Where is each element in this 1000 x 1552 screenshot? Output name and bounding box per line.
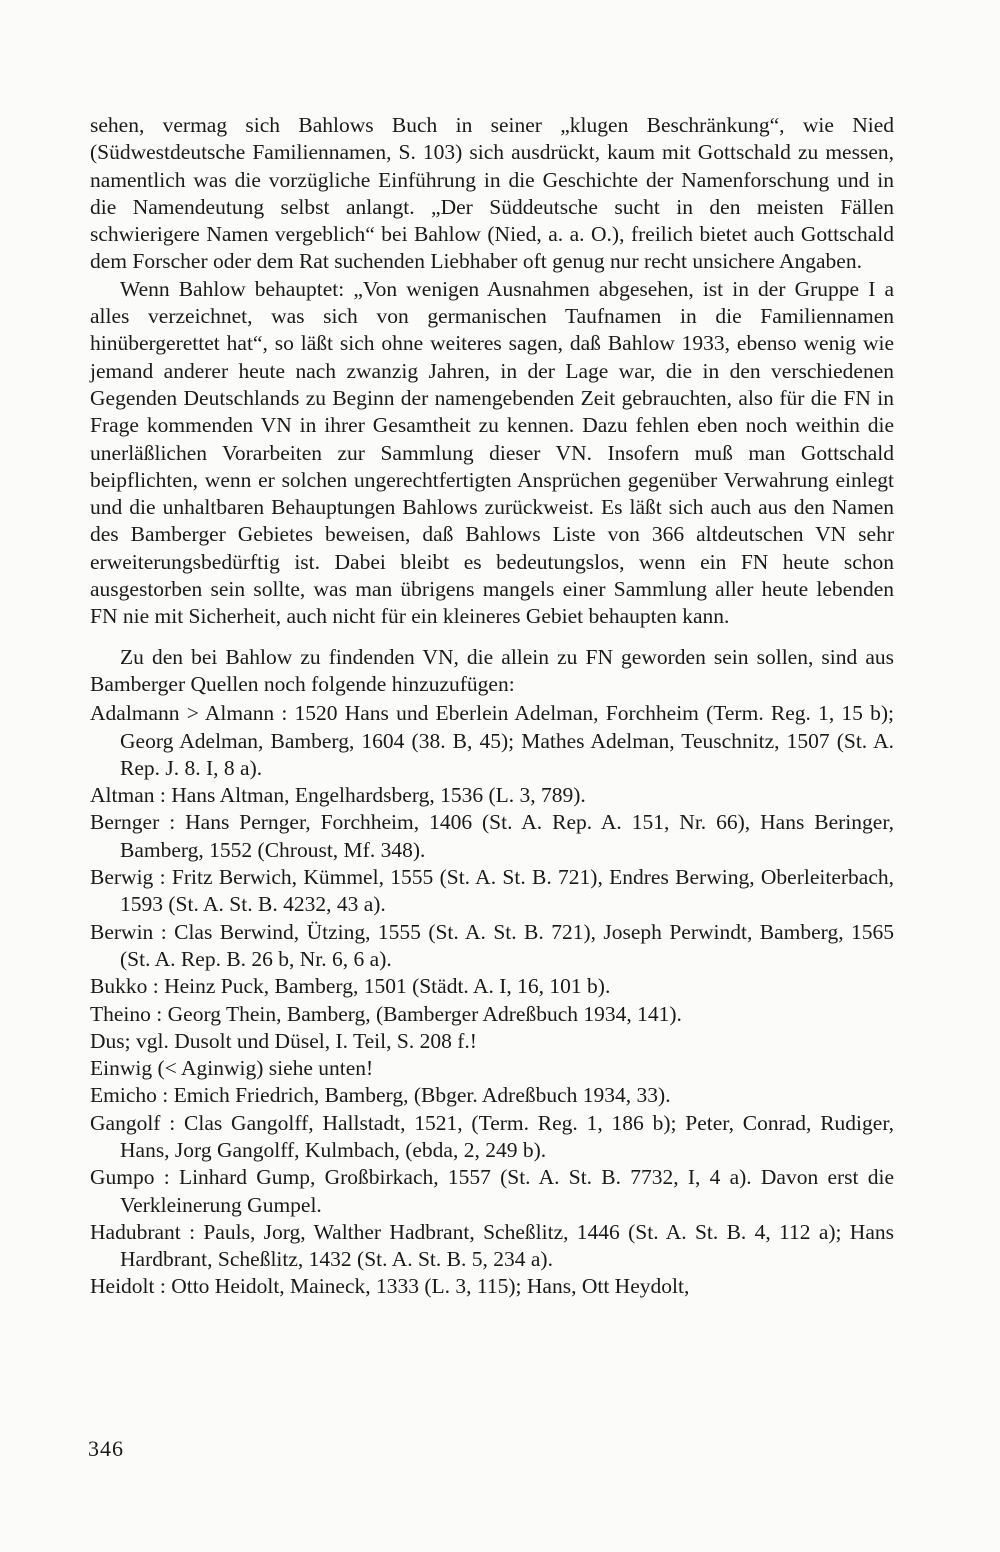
name-entry-gumpo: Gumpo : Linhard Gump, Großbirkach, 1557 (St. A. St. B. 7732, I, 4 a). Davon erst die Verkleinerung Gumpel.	[90, 1165, 894, 1217]
name-entry-theino: Theino : Georg Thein, Bamberg, (Bamberger Adreßbuch 1934, 141).	[90, 1001, 682, 1026]
body-text	[90, 112, 894, 1301]
name-entry-bernger: Bernger : Hans Pernger, Forchheim, 1406 (St. A. Rep. A. 151, Nr. 66), Hans Beringer, Bamberg, 1552 (Chroust, Mf. 348).	[90, 810, 894, 862]
name-entry-heidolt: Heidolt : Otto Heidolt, Maineck, 1333 (L. 3, 115); Hans, Ott Heydolt,	[90, 1274, 690, 1299]
paragraph-3: Zu den bei Bahlow zu findenden VN, die allein zu FN geworden sein sollen, sind aus Bamberger Quellen noch folgende hinzuzufügen:	[90, 644, 894, 696]
name-entry-list	[90, 700, 894, 1301]
name-entry-hadubrant: Hadubrant : Pauls, Jorg, Walther Hadbrant, Scheßlitz, 1446 (St. A. St. B. 4, 112 a); Hans Hardbrant, Scheßlitz, 1432 (St. A. St. B. 5, 234 a).	[90, 1219, 894, 1272]
name-entry-gangolf: Gangolf : Clas Gangolff, Hallstadt, 1521, (Term. Reg. 1, 186 b); Peter, Conrad, Rudiger, Hans, Jorg Gangolff, Kulmbach, (ebda, 2, 249 b).	[90, 1110, 894, 1162]
name-entry-adalmann: Adalmann > Almann : 1520 Hans und Eberlein Adelman, Forchheim (Term. Reg. 1, 15 b); Georg Adelman, Bamberg, 1604 (38. B, 45); Mathes Adelman, Teuschnitz, 1507 (St. A. Rep. J. 8. I, 8 a).	[90, 701, 894, 780]
name-entry-dus: Dus; vgl. Dusolt und Düsel, I. Teil, S. 208 f.!	[90, 1028, 477, 1053]
name-entry-berwig: Berwig : Fritz Berwich, Kümmel, 1555 (St. A. St. B. 721), Endres Berwing, Oberleiterbach, 1593 (St. A. St. B. 4232, 43 a).	[90, 865, 894, 917]
name-entry-berwin: Berwin : Clas Berwind, Ützing, 1555 (St. A. St. B. 721), Joseph Perwindt, Bamberg, 1565 (St. A. Rep. B. 26 b, Nr. 6, 6 a).	[90, 919, 894, 971]
paragraph-1: sehen, vermag sich Bahlows Buch in seiner „klugen Beschränkung“, wie Nied (Südwestdeutsche Familiennamen, S. 103) sich ausdrückt, kaum mit Gottschald zu messen, namentlich was die vorzügliche Einführung in die Geschichte der Namenforschung und in die Namendeutung selbst anlangt. „Der Süddeutsche sucht in den meisten Fällen schwierigere Namen vergeblich“ bei Bahlow (Nied, a. a. O.), freilich bietet auch Gottschald dem Forscher oder dem Rat suchenden Liebhaber oft genug nur recht unsichere Angaben.	[90, 113, 894, 274]
name-entry-altman: Altman : Hans Altman, Engelhardsberg, 1536 (L. 3, 789).	[90, 783, 586, 808]
name-entry-einwig: Einwig (< Aginwig) siehe unten!	[90, 1056, 374, 1081]
name-entry-bukko: Bukko : Heinz Puck, Bamberg, 1501 (Städt. A. I, 16, 101 b).	[90, 974, 611, 999]
name-entry-emicho: Emicho : Emich Friedrich, Bamberg, (Bbger. Adreßbuch 1934, 33).	[90, 1083, 671, 1108]
paragraph-2: Wenn Bahlow behauptet: „Von wenigen Ausnahmen abgesehen, ist in der Gruppe I a alles verzeichnet, was sich von germanischen Taufnamen in die Familiennamen hinübergerettet hat“, so läßt sich ohne weiteres sagen, daß Bahlow 1933, ebenso wenig wie jemand anderer heute nach zwanzig Jahren, in der Lage war, die in den verschiedenen Gegenden Deutschlands zu Beginn der namengebenden Zeit gebrauchten, also für die FN in Frage kommenden VN in ihrer Gesamtheit zu kennen. Dazu fehlen eben noch weithin die unerläßlichen Vorarbeiten zur Sammlung dieser VN. Insofern muß man Gottschald beipflichten, wenn er solchen ungerechtfertigten Ansprüchen gegenüber Verwahrung einlegt und die unhaltbaren Behauptungen Bahlows zurückweist. Es läßt sich auch aus den Namen des Bamberger Gebietes beweisen, daß Bahlows Liste von 366 altdeutschen VN sehr erweiterungsbedürftig ist. Dabei bleibt es bedeutungslos, wenn ein FN heute schon ausgestorben sein sollte, was man übrigens mangels einer Sammlung aller heute lebenden FN nie mit Sicherheit, auch nicht für ein kleineres Gebiet behaupten kann.	[90, 276, 894, 629]
page-number: 346	[88, 1436, 124, 1461]
